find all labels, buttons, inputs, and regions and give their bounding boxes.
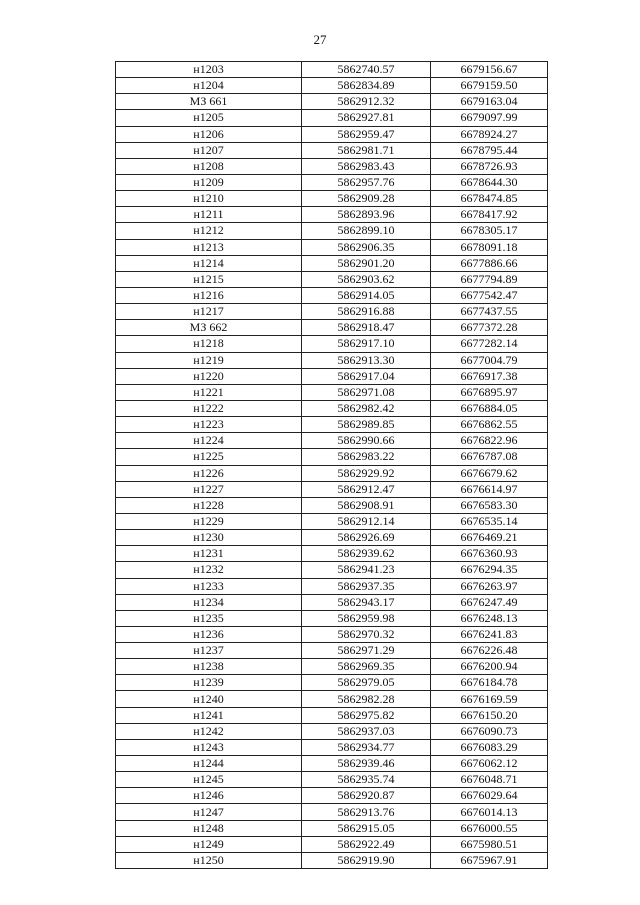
point-id-cell: н1215 — [116, 271, 302, 287]
point-id-cell: н1232 — [116, 562, 302, 578]
x-coordinate-cell: 5862939.62 — [302, 546, 431, 562]
point-id-cell: н1209 — [116, 174, 302, 190]
x-coordinate-cell: 5862913.76 — [302, 804, 431, 820]
y-coordinate-cell: 6677794.89 — [431, 271, 548, 287]
table-row — [116, 756, 548, 772]
y-coordinate-cell: 6678795.44 — [431, 142, 548, 158]
x-coordinate-cell: 5862906.35 — [302, 239, 431, 255]
point-id-cell: н1228 — [116, 497, 302, 513]
x-coordinate-cell: 5862901.20 — [302, 255, 431, 271]
x-coordinate-cell: 5862957.76 — [302, 174, 431, 190]
point-id-cell: н1207 — [116, 142, 302, 158]
x-coordinate-cell: 5862975.82 — [302, 707, 431, 723]
table-row — [116, 820, 548, 836]
x-coordinate-cell: 5862981.71 — [302, 142, 431, 158]
point-id-cell: н1234 — [116, 594, 302, 610]
point-id-cell: н1226 — [116, 465, 302, 481]
table-row — [116, 287, 548, 303]
point-id-cell: МЗ 662 — [116, 320, 302, 336]
x-coordinate-cell: 5862934.77 — [302, 739, 431, 755]
coordinate-table-body — [116, 62, 548, 869]
x-coordinate-cell: 5862917.10 — [302, 336, 431, 352]
x-coordinate-cell: 5862970.32 — [302, 626, 431, 642]
point-id-cell: н1221 — [116, 384, 302, 400]
table-row — [116, 191, 548, 207]
x-coordinate-cell: 5862919.90 — [302, 852, 431, 868]
y-coordinate-cell: 6675980.51 — [431, 836, 548, 852]
table-row — [116, 417, 548, 433]
table-row — [116, 433, 548, 449]
y-coordinate-cell: 6676090.73 — [431, 723, 548, 739]
y-coordinate-cell: 6676169.59 — [431, 691, 548, 707]
x-coordinate-cell: 5862983.22 — [302, 449, 431, 465]
x-coordinate-cell: 5862922.49 — [302, 836, 431, 852]
table-row — [116, 836, 548, 852]
x-coordinate-cell: 5862979.05 — [302, 675, 431, 691]
point-id-cell: н1240 — [116, 691, 302, 707]
x-coordinate-cell: 5862937.03 — [302, 723, 431, 739]
table-row — [116, 304, 548, 320]
x-coordinate-cell: 5862982.28 — [302, 691, 431, 707]
y-coordinate-cell: 6675967.91 — [431, 852, 548, 868]
y-coordinate-cell: 6676679.62 — [431, 465, 548, 481]
y-coordinate-cell: 6676469.21 — [431, 530, 548, 546]
point-id-cell: н1222 — [116, 400, 302, 416]
x-coordinate-cell: 5862740.57 — [302, 62, 431, 78]
point-id-cell: н1239 — [116, 675, 302, 691]
y-coordinate-cell: 6676895.97 — [431, 384, 548, 400]
point-id-cell: н1211 — [116, 207, 302, 223]
point-id-cell: н1213 — [116, 239, 302, 255]
x-coordinate-cell: 5862912.47 — [302, 481, 431, 497]
point-id-cell: н1218 — [116, 336, 302, 352]
table-row — [116, 675, 548, 691]
y-coordinate-cell: 6676083.29 — [431, 739, 548, 755]
y-coordinate-cell: 6677886.66 — [431, 255, 548, 271]
x-coordinate-cell: 5862937.35 — [302, 578, 431, 594]
point-id-cell: н1216 — [116, 287, 302, 303]
table-row — [116, 126, 548, 142]
table-row — [116, 513, 548, 529]
table-row — [116, 659, 548, 675]
table-row — [116, 223, 548, 239]
x-coordinate-cell: 5862927.81 — [302, 110, 431, 126]
y-coordinate-cell: 6676360.93 — [431, 546, 548, 562]
x-coordinate-cell: 5862983.43 — [302, 158, 431, 174]
table-row — [116, 465, 548, 481]
point-id-cell: н1210 — [116, 191, 302, 207]
point-id-cell: н1205 — [116, 110, 302, 126]
x-coordinate-cell: 5862909.28 — [302, 191, 431, 207]
y-coordinate-cell: 6678474.85 — [431, 191, 548, 207]
y-coordinate-cell: 6676029.64 — [431, 788, 548, 804]
table-row — [116, 255, 548, 271]
x-coordinate-cell: 5862941.23 — [302, 562, 431, 578]
point-id-cell: н1220 — [116, 368, 302, 384]
table-row — [116, 610, 548, 626]
point-id-cell: МЗ 661 — [116, 94, 302, 110]
y-coordinate-cell: 6677542.47 — [431, 287, 548, 303]
point-id-cell: н1241 — [116, 707, 302, 723]
point-id-cell: н1219 — [116, 352, 302, 368]
x-coordinate-cell: 5862893.96 — [302, 207, 431, 223]
x-coordinate-cell: 5862920.87 — [302, 788, 431, 804]
point-id-cell: н1236 — [116, 626, 302, 642]
x-coordinate-cell: 5862935.74 — [302, 772, 431, 788]
y-coordinate-cell: 6677004.79 — [431, 352, 548, 368]
y-coordinate-cell: 6676241.83 — [431, 626, 548, 642]
table-row — [116, 530, 548, 546]
table-row — [116, 788, 548, 804]
point-id-cell: н1238 — [116, 659, 302, 675]
table-row — [116, 62, 548, 78]
y-coordinate-cell: 6678417.92 — [431, 207, 548, 223]
table-row — [116, 723, 548, 739]
x-coordinate-cell: 5862916.88 — [302, 304, 431, 320]
table-row — [116, 142, 548, 158]
point-id-cell: н1249 — [116, 836, 302, 852]
x-coordinate-cell: 5862915.05 — [302, 820, 431, 836]
point-id-cell: н1208 — [116, 158, 302, 174]
x-coordinate-cell: 5862908.91 — [302, 497, 431, 513]
y-coordinate-cell: 6676248.13 — [431, 610, 548, 626]
table-row — [116, 562, 548, 578]
point-id-cell: н1250 — [116, 852, 302, 868]
table-row — [116, 852, 548, 868]
x-coordinate-cell: 5862959.47 — [302, 126, 431, 142]
table-row — [116, 336, 548, 352]
x-coordinate-cell: 5862834.89 — [302, 78, 431, 94]
y-coordinate-cell: 6678726.93 — [431, 158, 548, 174]
x-coordinate-cell: 5862943.17 — [302, 594, 431, 610]
y-coordinate-cell: 6679163.04 — [431, 94, 548, 110]
table-row — [116, 174, 548, 190]
table-row — [116, 546, 548, 562]
table-row — [116, 271, 548, 287]
y-coordinate-cell: 6676014.13 — [431, 804, 548, 820]
point-id-cell: н1204 — [116, 78, 302, 94]
x-coordinate-cell: 5862990.66 — [302, 433, 431, 449]
point-id-cell: н1217 — [116, 304, 302, 320]
point-id-cell: н1231 — [116, 546, 302, 562]
page-number: 27 — [313, 32, 327, 47]
table-row — [116, 239, 548, 255]
y-coordinate-cell: 6676787.08 — [431, 449, 548, 465]
table-row — [116, 804, 548, 820]
point-id-cell: н1229 — [116, 513, 302, 529]
table-row — [116, 739, 548, 755]
x-coordinate-cell: 5862912.32 — [302, 94, 431, 110]
table-row — [116, 578, 548, 594]
point-id-cell: н1233 — [116, 578, 302, 594]
x-coordinate-cell: 5862929.92 — [302, 465, 431, 481]
x-coordinate-cell: 5862982.42 — [302, 400, 431, 416]
point-id-cell: н1247 — [116, 804, 302, 820]
y-coordinate-cell: 6678091.18 — [431, 239, 548, 255]
point-id-cell: н1242 — [116, 723, 302, 739]
y-coordinate-cell: 6676884.05 — [431, 400, 548, 416]
y-coordinate-cell: 6676583.30 — [431, 497, 548, 513]
y-coordinate-cell: 6676862.55 — [431, 417, 548, 433]
x-coordinate-cell: 5862917.04 — [302, 368, 431, 384]
table-row — [116, 497, 548, 513]
table-row — [116, 368, 548, 384]
y-coordinate-cell: 6676263.97 — [431, 578, 548, 594]
table-row — [116, 449, 548, 465]
point-id-cell: н1223 — [116, 417, 302, 433]
table-row — [116, 94, 548, 110]
table-row — [116, 691, 548, 707]
y-coordinate-cell: 6679097.99 — [431, 110, 548, 126]
point-id-cell: н1212 — [116, 223, 302, 239]
x-coordinate-cell: 5862903.62 — [302, 271, 431, 287]
table-row — [116, 78, 548, 94]
y-coordinate-cell: 6677372.28 — [431, 320, 548, 336]
table-row — [116, 320, 548, 336]
y-coordinate-cell: 6677437.55 — [431, 304, 548, 320]
y-coordinate-cell: 6678924.27 — [431, 126, 548, 142]
x-coordinate-cell: 5862913.30 — [302, 352, 431, 368]
y-coordinate-cell: 6676226.48 — [431, 643, 548, 659]
point-id-cell: н1224 — [116, 433, 302, 449]
y-coordinate-cell: 6676294.35 — [431, 562, 548, 578]
y-coordinate-cell: 6679156.67 — [431, 62, 548, 78]
y-coordinate-cell: 6676917.38 — [431, 368, 548, 384]
table-row — [116, 707, 548, 723]
point-id-cell: н1243 — [116, 739, 302, 755]
table-row — [116, 158, 548, 174]
table-row — [116, 207, 548, 223]
point-id-cell: н1245 — [116, 772, 302, 788]
y-coordinate-cell: 6676150.20 — [431, 707, 548, 723]
y-coordinate-cell: 6676614.97 — [431, 481, 548, 497]
point-id-cell: н1214 — [116, 255, 302, 271]
x-coordinate-cell: 5862939.46 — [302, 756, 431, 772]
point-id-cell: н1206 — [116, 126, 302, 142]
point-id-cell: н1230 — [116, 530, 302, 546]
y-coordinate-cell: 6676048.71 — [431, 772, 548, 788]
y-coordinate-cell: 6676247.49 — [431, 594, 548, 610]
point-id-cell: н1203 — [116, 62, 302, 78]
y-coordinate-cell: 6676535.14 — [431, 513, 548, 529]
y-coordinate-cell: 6678644.30 — [431, 174, 548, 190]
y-coordinate-cell: 6676200.94 — [431, 659, 548, 675]
y-coordinate-cell: 6679159.50 — [431, 78, 548, 94]
point-id-cell: н1235 — [116, 610, 302, 626]
table-row — [116, 352, 548, 368]
x-coordinate-cell: 5862918.47 — [302, 320, 431, 336]
table-row — [116, 481, 548, 497]
x-coordinate-cell: 5862899.10 — [302, 223, 431, 239]
x-coordinate-cell: 5862912.14 — [302, 513, 431, 529]
y-coordinate-cell: 6676062.12 — [431, 756, 548, 772]
x-coordinate-cell: 5862969.35 — [302, 659, 431, 675]
table-row — [116, 772, 548, 788]
table-row — [116, 384, 548, 400]
x-coordinate-cell: 5862989.85 — [302, 417, 431, 433]
x-coordinate-cell: 5862959.98 — [302, 610, 431, 626]
x-coordinate-cell: 5862926.69 — [302, 530, 431, 546]
point-id-cell: н1248 — [116, 820, 302, 836]
y-coordinate-cell: 6676184.78 — [431, 675, 548, 691]
x-coordinate-cell: 5862971.29 — [302, 643, 431, 659]
table-row — [116, 626, 548, 642]
point-id-cell: н1227 — [116, 481, 302, 497]
coordinate-table — [115, 61, 548, 869]
x-coordinate-cell: 5862914.05 — [302, 287, 431, 303]
table-row — [116, 594, 548, 610]
y-coordinate-cell: 6676000.55 — [431, 820, 548, 836]
table-row — [116, 643, 548, 659]
table-row — [116, 400, 548, 416]
x-coordinate-cell: 5862971.08 — [302, 384, 431, 400]
point-id-cell: н1225 — [116, 449, 302, 465]
point-id-cell: н1246 — [116, 788, 302, 804]
point-id-cell: н1244 — [116, 756, 302, 772]
table-row — [116, 110, 548, 126]
y-coordinate-cell: 6677282.14 — [431, 336, 548, 352]
y-coordinate-cell: 6676822.96 — [431, 433, 548, 449]
y-coordinate-cell: 6678305.17 — [431, 223, 548, 239]
point-id-cell: н1237 — [116, 643, 302, 659]
